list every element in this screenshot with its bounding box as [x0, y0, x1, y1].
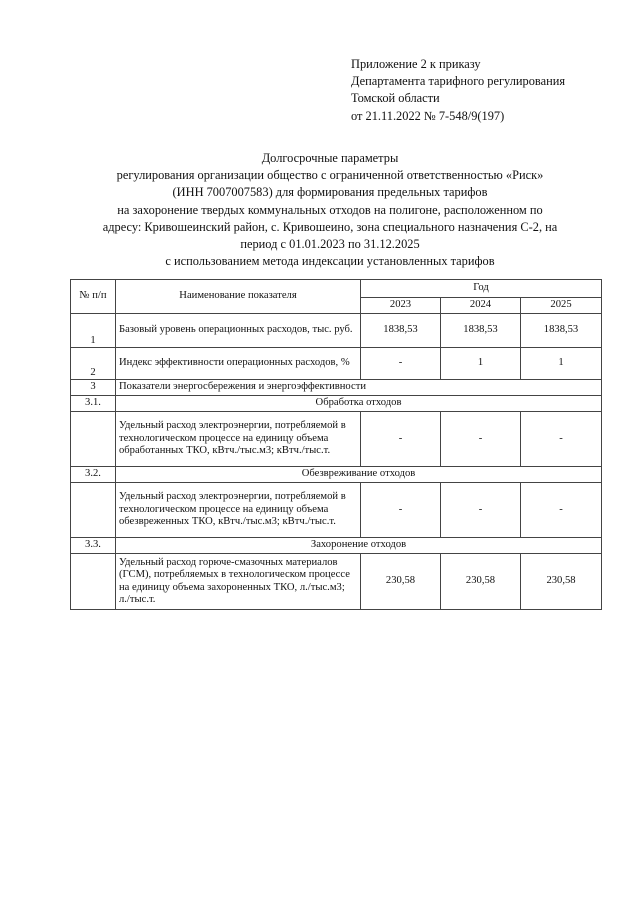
row-value: 1838,53 — [521, 314, 602, 348]
title-line: (ИНН 7007007583) для формирования предельных тарифов — [172, 185, 488, 200]
parameters-table — [70, 279, 602, 610]
section-title: Обезвреживание отходов — [116, 467, 602, 483]
section-num: 3.3. — [71, 538, 116, 554]
title-line: период с 01.01.2023 по 31.12.2025 — [240, 237, 420, 252]
row-name: Удельный расход горюче-смазочных материалов (ГСМ), потребляемых в технологическом процессе на единицу объема захороненных ТКО, л./тыс.м3; л./тыс.т. — [116, 554, 361, 610]
row-name: Удельный расход электроэнергии, потребляемой в технологическом процессе на единицу объема обезвреженных ТКО, кВтч./тыс.м3; кВтч./тыс.т. — [116, 483, 361, 538]
row-num — [71, 554, 116, 610]
appendix-line: Приложение 2 к приказу — [351, 57, 481, 71]
title-line: адресу: Кривошеинский район, с. Кривошеино, зона специального назначения С-2, на — [102, 219, 558, 234]
title-line: Долгосрочные параметры — [261, 151, 399, 165]
table-row — [71, 380, 602, 396]
row-value: - — [361, 412, 441, 467]
section-title: Обработка отходов — [116, 396, 602, 412]
table-row — [71, 314, 602, 348]
row-value: - — [521, 483, 602, 538]
section-title: Захоронение отходов — [116, 538, 602, 554]
table-row — [71, 412, 602, 467]
row-num — [71, 412, 116, 467]
row-value: - — [521, 412, 602, 467]
appendix-line: Томской области — [351, 91, 440, 106]
row-name: Базовый уровень операционных расходов, тыс. руб. — [116, 314, 361, 348]
table-row — [71, 554, 602, 610]
section-row — [71, 467, 602, 483]
row-value: 230,58 — [361, 554, 441, 610]
row-value: - — [441, 412, 521, 467]
table-row — [71, 483, 602, 538]
row-name: Удельный расход электроэнергии, потребляемой в технологическом процессе на единицу объема обработанных ТКО, кВтч./тыс.м3; кВтч./тыс.т. — [116, 412, 361, 467]
row-value: - — [361, 483, 441, 538]
header-year-2025: 2025 — [521, 298, 602, 314]
appendix-block — [351, 56, 621, 125]
appendix-line: Департамента тарифного регулирования — [351, 74, 566, 89]
row-num — [71, 483, 116, 538]
row-num: 3 — [71, 380, 116, 396]
row-value: 1 — [521, 348, 602, 380]
header-row — [71, 280, 602, 298]
row-value: 1838,53 — [441, 314, 521, 348]
section-num: 3.1. — [71, 396, 116, 412]
row-value: 230,58 — [521, 554, 602, 610]
header-year: Год — [361, 280, 602, 298]
row-value: - — [441, 483, 521, 538]
title-line: с использованием метода индексации установленных тарифов — [165, 254, 495, 269]
header-num: № п/п — [71, 280, 116, 314]
title-line: регулирования организации общество с ограниченной ответственностью «Риск» — [116, 168, 544, 183]
row-name: Показатели энергосбережения и энергоэффективности — [116, 380, 602, 396]
table-row — [71, 348, 602, 380]
document-title — [60, 150, 600, 270]
row-value: 1 — [441, 348, 521, 380]
row-name: Индекс эффективности операционных расходов, % — [116, 348, 361, 380]
header-year-2024: 2024 — [441, 298, 521, 314]
row-num: 1 — [71, 314, 116, 348]
row-value: - — [361, 348, 441, 380]
header-year-2023: 2023 — [361, 298, 441, 314]
section-row — [71, 396, 602, 412]
row-value: 1838,53 — [361, 314, 441, 348]
header-name: Наименование показателя — [116, 280, 361, 314]
section-num: 3.2. — [71, 467, 116, 483]
row-value: 230,58 — [441, 554, 521, 610]
section-row — [71, 538, 602, 554]
title-line: на захоронение твердых коммунальных отходов на полигоне, расположенном по — [117, 202, 543, 217]
appendix-line: от 21.11.2022 № 7-548/9(197) — [351, 108, 505, 123]
row-num: 2 — [71, 348, 116, 380]
